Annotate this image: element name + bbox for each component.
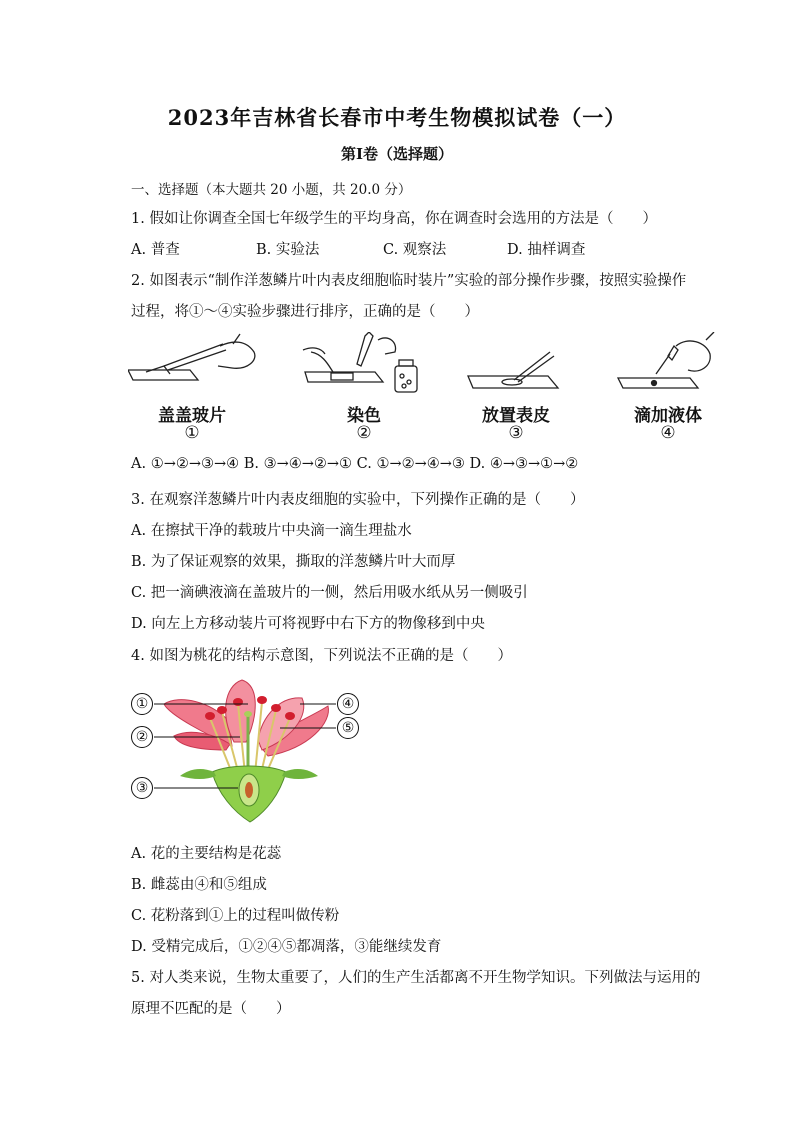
q1-option-c: C. 观察法 — [383, 242, 447, 258]
number-step-4: ④ — [660, 423, 676, 443]
q1-option-d: D. 抽样调查 — [507, 242, 586, 258]
question-5-stem-line2: 原理不匹配的是（ ） — [131, 1001, 291, 1017]
caption-step-2: 染色 — [347, 406, 381, 426]
add-liquid-drawing — [618, 332, 714, 388]
caption-step-1: 盖盖玻片 — [158, 406, 226, 426]
caption-step-4: 滴加液体 — [634, 406, 702, 426]
question-3-stem: 3. 在观察洋葱鳞片叶内表皮细胞的实验中，下列操作正确的是（ ） — [131, 492, 585, 508]
q3-option-d: D. 向左上方移动装片可将视野中右下方的物像移到中央 — [131, 616, 485, 632]
number-step-1: ① — [184, 423, 200, 443]
number-step-2: ② — [356, 423, 372, 443]
place-epidermis-drawing — [468, 352, 558, 388]
question-2-stem-line2: 过程，将①～④实验步骤进行排序，正确的是（ ） — [131, 304, 479, 320]
flower-label-leaders — [130, 690, 360, 800]
q1-option-b: B. 实验法 — [256, 242, 320, 258]
flower-label-1: ① — [131, 693, 153, 715]
question-2-stem-line1: 2. 如图表示“制作洋葱鳞片叶内表皮细胞临时装片”实验的部分操作步骤，按照实验操作 — [131, 273, 687, 289]
q4-option-a: A. 花的主要结构是花蕊 — [131, 846, 282, 862]
question-2-options: A. ①→②→③→④ B. ③→④→②→① C. ①→②→④→③ D. ④→③→①→② — [131, 456, 579, 472]
q3-option-c: C. 把一滴碘液滴在盖玻片的一侧，然后用吸水纸从另一侧吸引 — [131, 585, 528, 601]
flower-label-2: ② — [131, 726, 153, 748]
q4-option-c: C. 花粉落到①上的过程叫做传粉 — [131, 908, 340, 924]
lab-steps-figure — [128, 332, 723, 402]
flower-label-5: ⑤ — [337, 717, 359, 739]
question-1-options — [131, 238, 585, 259]
flower-label-3: ③ — [131, 777, 153, 799]
question-1-stem: 1. 假如让你调查全国七年级学生的平均身高，你在调查时会选用的方法是（ ） — [131, 211, 657, 227]
q3-option-b: B. 为了保证观察的效果，撕取的洋葱鳞片叶大而厚 — [131, 554, 456, 570]
flower-label-4: ④ — [337, 693, 359, 715]
q4-option-d: D. 受精完成后，①②④⑤都凋落，③能继续发育 — [131, 939, 442, 955]
q4-option-b: B. 雌蕊由④和⑤组成 — [131, 877, 267, 893]
question-5-stem-line1: 5. 对人类来说，生物太重要了，人们的生产生活都离不开生物学知识。下列做法与运用的 — [131, 970, 701, 986]
number-step-3: ③ — [508, 423, 524, 443]
section-subtitle: 第I卷（选择题） — [340, 145, 454, 163]
cover-slip-drawing — [128, 334, 255, 380]
question-4-stem: 4. 如图为桃花的结构示意图，下列说法不正确的是（ ） — [131, 648, 512, 664]
q1-option-a: A. 普查 — [131, 242, 180, 258]
staining-drawing — [303, 332, 417, 392]
section-heading: 一、选择题（本大题共 20 小题，共 20.0 分） — [131, 182, 412, 198]
q3-option-a: A. 在擦拭干净的载玻片中央滴一滴生理盐水 — [131, 523, 412, 539]
caption-step-3: 放置表皮 — [482, 406, 550, 426]
page-title: 2023年吉林省长春市中考生物模拟试卷（一） — [167, 105, 627, 130]
